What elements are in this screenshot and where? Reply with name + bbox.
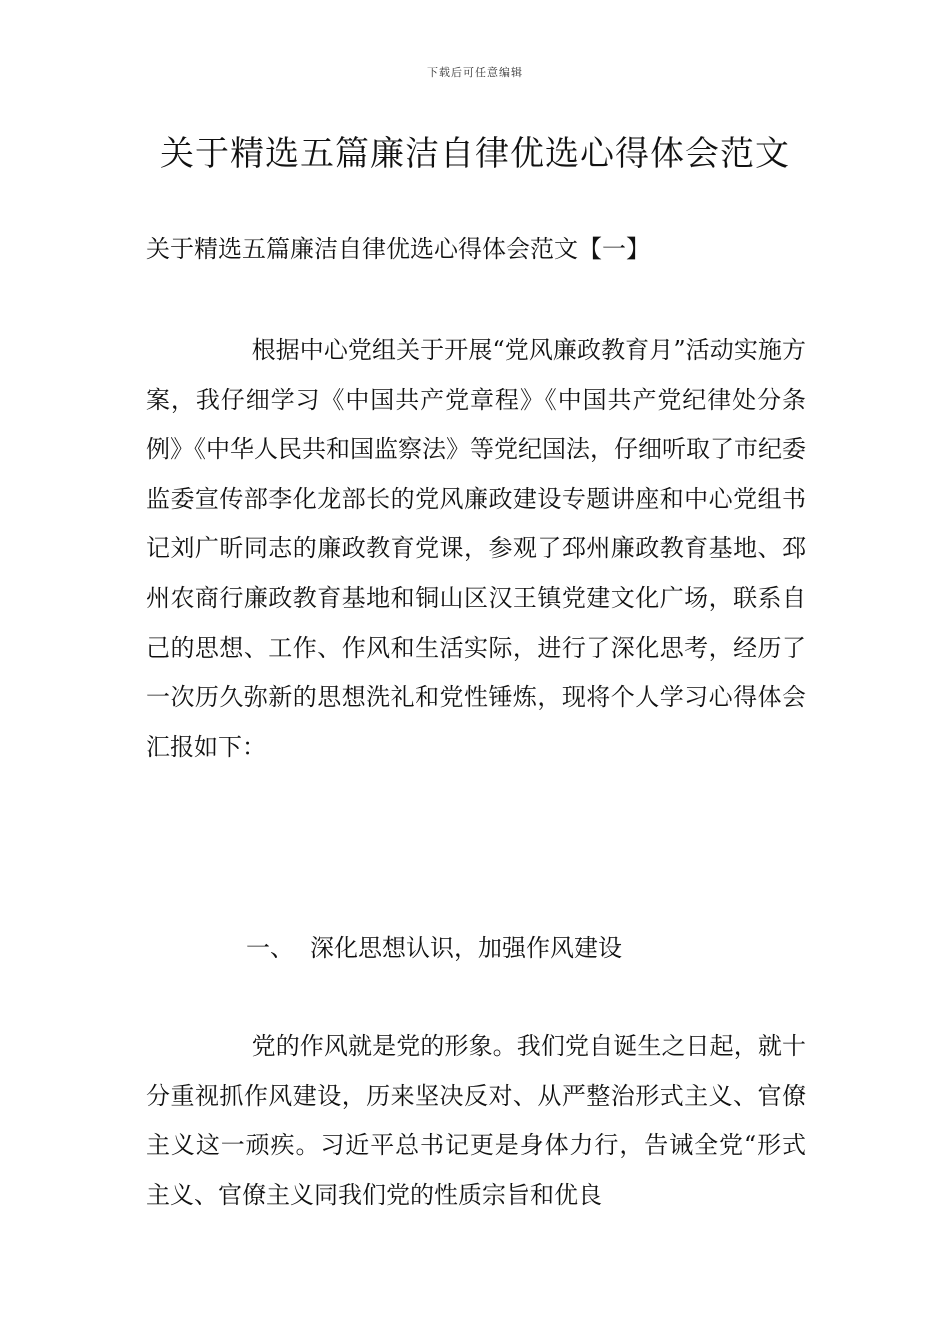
body-paragraph: 根据中心党组关于开展“党风廉政教育月”活动实施方案，我仔细学习《中国共产党章程》《中国共产党纪律处分条例》《中华人民共和国监察法》等党纪国法，仔细听取了市纪委监委宣传部李化龙部长的党风廉政建设专题讲座和中心党组书记刘广昕同志的廉政教育党课，参观了邳州廉政教育基地、邳州农商行廉政教育基地和铜山区汉王镇党建文化广场，联系自己的思想、工作、作风和生活实际，进行了深化思考，经历了一次历久弥新的思想洗礼和党性锤炼，现将个人学习心得体会汇报如下： (146, 336, 806, 761)
subheading-number: 一、 (246, 934, 294, 962)
body-paragraph: 党的作风就是党的形象。我们党自诞生之日起，就十分重视抓作风建设，历来坚决反对、从严整治形式主义、官僚主义这一顽疾。习近平总书记更是身体力行，告诫全党“形式主义、官僚主义同我们党的性质宗旨和优良 (146, 1032, 806, 1209)
page-header-note: 下载后可任意编辑 (427, 66, 523, 79)
subheading-text: 深化思想认识，加强作风建设 (310, 934, 622, 962)
section-title: 关于精选五篇廉洁自律优选心得体会范文【一】 (146, 235, 650, 263)
document-title: 关于精选五篇廉洁自律优选心得体会范文 (160, 134, 790, 174)
subheading (246, 928, 806, 963)
